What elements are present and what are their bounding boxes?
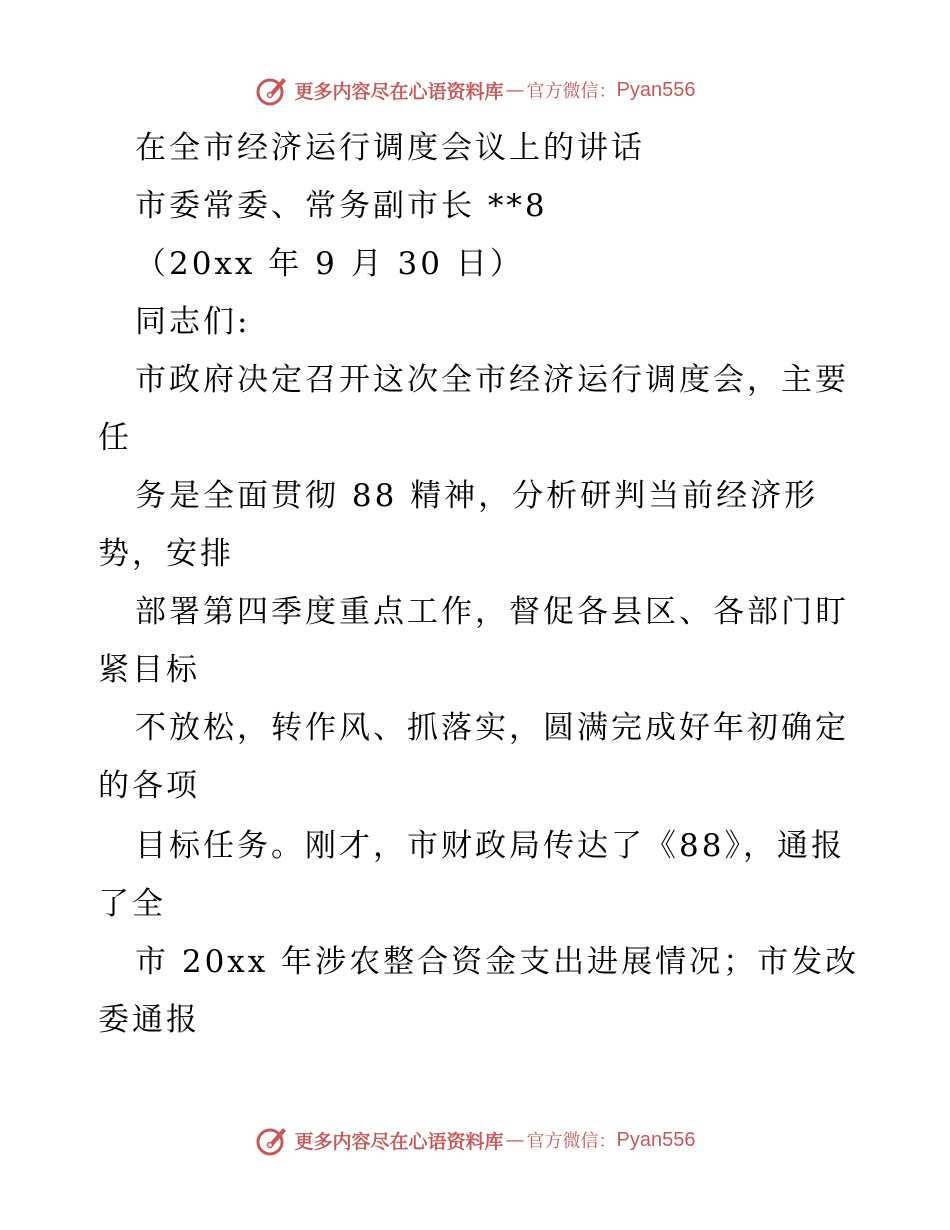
body-line: 紧目标 xyxy=(98,652,200,688)
watermark-banner-bottom xyxy=(0,1120,950,1160)
body-line: 部署第四季度重点工作，督促各县区、各部门盯 xyxy=(135,594,849,630)
document-salutation: 同志们: xyxy=(135,304,251,340)
watermark-wechat-id: Pyan556 xyxy=(616,1128,696,1151)
document-speaker: 市委常委、常务副市长 **8 xyxy=(135,188,548,224)
body-line: 市 20xx 年涉农整合资金支出进展情况；市发改 xyxy=(135,944,860,980)
document-date: （20xx 年 9 月 30 日） xyxy=(135,246,524,282)
watermark-sub-text: 官方微信： xyxy=(526,1131,617,1152)
body-line: 势，安排 xyxy=(98,536,234,572)
body-line: 的各项 xyxy=(98,768,200,804)
watermark-main-text: 更多内容尽在心语资料库 xyxy=(294,1130,504,1153)
body-line: 任 xyxy=(98,420,132,456)
watermark-sub-text: 官方微信： xyxy=(526,81,617,102)
pen-nib-logo-icon xyxy=(255,1123,289,1157)
watermark-separator: — xyxy=(505,1129,525,1151)
watermark-main-text: 更多内容尽在心语资料库 xyxy=(294,80,504,103)
body-line: 了全 xyxy=(98,886,166,922)
body-line: 不放松，转作风、抓落实，圆满完成好年初确定 xyxy=(135,710,849,746)
body-line: 务是全面贯彻 88 精神，分析研判当前经济形 xyxy=(135,478,819,514)
watermark-text xyxy=(295,1127,696,1154)
body-line: 委通报 xyxy=(98,1002,200,1038)
document-title: 在全市经济运行调度会议上的讲话 xyxy=(135,130,645,166)
watermark-separator: — xyxy=(505,79,525,101)
body-line: 市政府决定召开这次全市经济运行调度会，主要 xyxy=(135,362,849,398)
body-line: 目标任务。刚才，市财政局传达了《88》，通报 xyxy=(135,828,845,864)
watermark-wechat-id: Pyan556 xyxy=(616,78,696,101)
